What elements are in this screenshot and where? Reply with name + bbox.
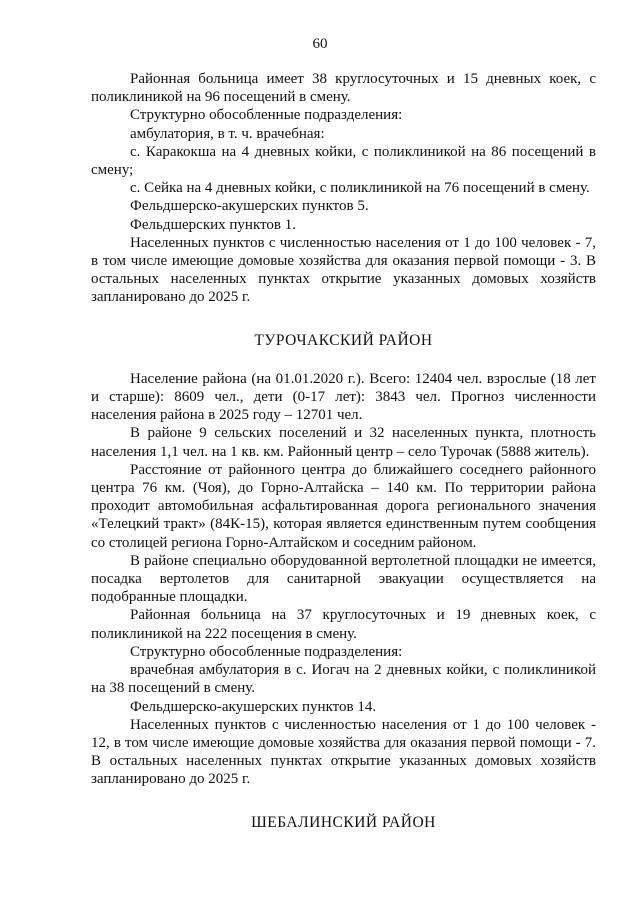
paragraph-fp-count: Фельдшерских пунктов 1. bbox=[130, 216, 296, 233]
paragraph-karakoksha: с. Каракокша на 4 дневных койки, с поликлиникой на 86 посещений в смену; bbox=[91, 143, 596, 179]
paragraph-fap-count-turochak: Фельдшерско-акушерских пунктов 14. bbox=[130, 698, 377, 715]
paragraph-settlements-density: В районе 9 сельских поселений и 32 населенных пункта, плотность населения 1,1 чел. на 1 кв. км. Районный центр – село Турочак (5888 житель). bbox=[91, 425, 596, 460]
section-heading-turochak: ТУРОЧАКСКИЙ РАЙОН bbox=[254, 331, 433, 349]
paragraph-ambulatory: амбулатория, в т. ч. врачебная: bbox=[130, 125, 325, 142]
paragraph-hospital-beds: Районная больница имеет 38 круглосуточных и 15 дневных коек, с поликлиникой на 96 посещений в смену. bbox=[91, 71, 596, 106]
paragraph-iogach: врачебная амбулатория в с. Иогач на 2 дневных койки, с поликлиникой на 38 посещений в смену. bbox=[91, 662, 596, 697]
paragraph-subdivisions-turochak: Структурно обособленные подразделения: bbox=[130, 643, 403, 660]
paragraph-settlements-turochak: Населенных пунктов с численностью населения от 1 до 100 человек - 12, в том числе имеющие домовые хозяйства для оказания первой помощи - 7. В остальных населенных пунктах открытие указанных домовых хозяйств запланировано до 2025 г. bbox=[91, 716, 596, 788]
paragraph-helipad: В районе специально оборудованной вертолетной площадки не имеется, посадка вертолетов для санитарной эвакуации осуществляется на подобранные площадки. bbox=[91, 552, 596, 606]
paragraph-seika: с. Сейка на 4 дневных койки, с поликлиникой на 76 посещений в смену. bbox=[130, 180, 590, 197]
paragraph-settlements: Населенных пунктов с численностью населения от 1 до 100 человек - 7, в том числе имеющие домовые хозяйства для оказания первой помощи - 3. В остальных населенных пунктах открытие указанных домовых хозяйств запланировано до 2025 г. bbox=[91, 234, 596, 306]
paragraph-population: Население района (на 01.01.2020 г.). Всего: 12404 чел. взрослые (18 лет и старше): 8609 чел., дети (0-17 лет): 3843 чел. Прогноз численности населения района в 2025 году – 12701 чел. bbox=[91, 370, 596, 424]
paragraph-hospital-beds-turochak: Районная больница на 37 круглосуточных и 19 дневных коек, с поликлиникой на 222 посещения в смену. bbox=[91, 607, 596, 642]
paragraph-distance: Расстояние от районного центра до ближайшего соседнего районного центра 76 км. (Чоя), до Горно-Алтайска – 140 км. По территории района проходит автомобильная асфальтированная дорога регионального значения «Телецкий тракт» (84К-15), которая является единственным путем сообщения со столицей региона Горно-Алтайском и соседним районом. bbox=[91, 461, 596, 551]
page-number: 60 bbox=[312, 36, 328, 52]
section-heading-shebalino: ШЕБАЛИНСКИЙ РАЙОН bbox=[251, 813, 436, 831]
paragraph-subdivisions: Структурно обособленные подразделения: bbox=[130, 107, 403, 124]
paragraph-fap-count: Фельдшерско-акушерских пунктов 5. bbox=[130, 198, 369, 215]
page-content bbox=[91, 70, 596, 832]
